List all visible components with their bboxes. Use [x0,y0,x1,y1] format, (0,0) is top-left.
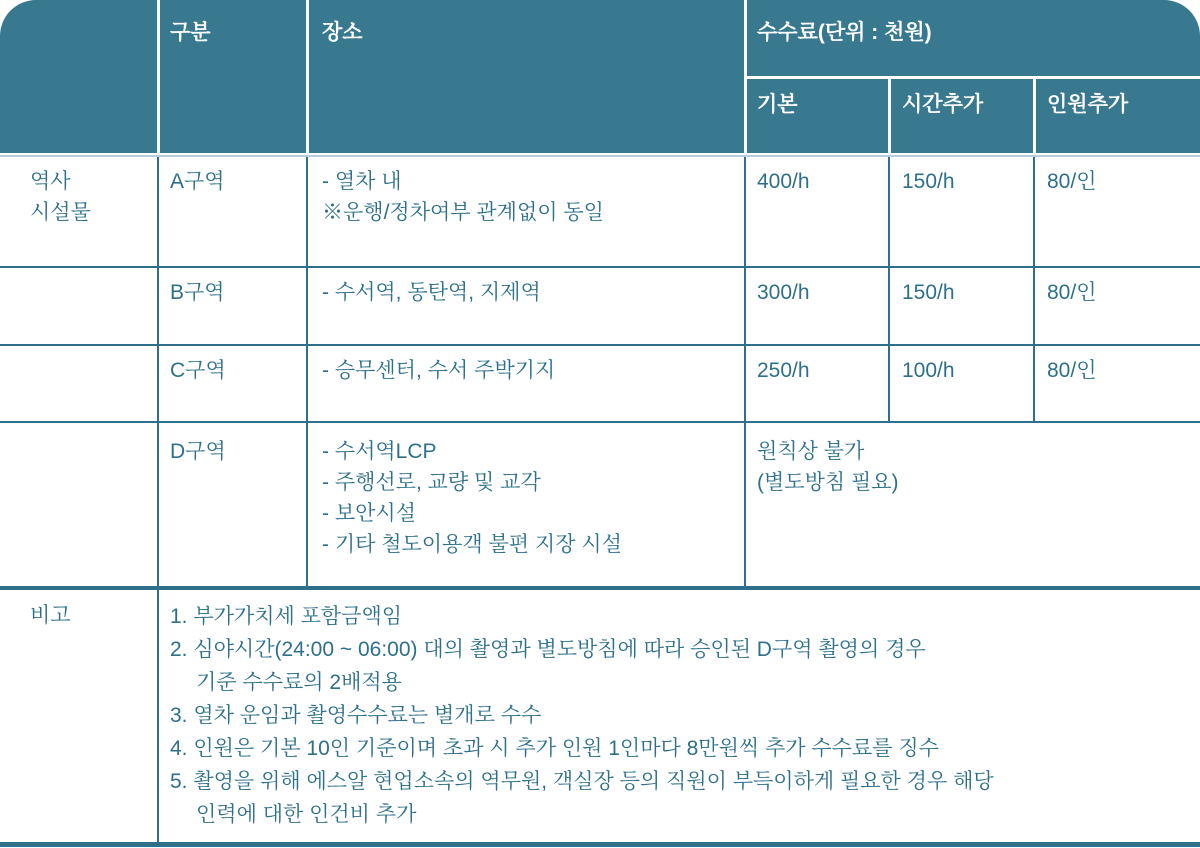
header-category: 구분 [170,21,211,44]
note-line-2-continued: 기준 수수료의 2배적용 [196,671,402,694]
row-divider [0,421,1200,423]
note-line-4: 4. 인원은 기본 10인 기준이며 초과 시 추가 인원 1인마다 8만원씩 추가 수수료를 징수 [170,737,939,760]
column-divider [157,157,159,842]
header-divider [888,79,891,153]
row-divider [0,344,1200,346]
row-a-place-line: - 열차 내 [322,170,402,193]
header-underline [0,155,1200,157]
row-b-zone: B구역 [170,281,225,304]
row-b-fee-person-add: 80/인 [1047,281,1097,304]
header-fee-person-add: 인원추가 [1047,93,1129,116]
row-divider [0,266,1200,268]
column-divider [306,157,308,586]
header-fee-group: 수수료(단위 : 천원) [757,21,932,44]
section-label-line1: 역사 [30,170,71,193]
row-a-fee-person-add: 80/인 [1047,170,1097,193]
section-label [30,166,91,228]
column-divider [1033,157,1035,421]
section-label-line2: 시설물 [30,201,91,224]
note-line-2: 2. 심야시간(24:00 ~ 06:00) 대의 촬영과 별도방침에 따라 승인된 D구역 촬영의 경우 [170,638,926,661]
note-line-5-continued: 인력에 대한 인건비 추가 [196,803,417,826]
column-divider [744,157,746,586]
row-b-place-line: - 수서역, 동탄역, 지제역 [322,281,541,304]
row-b-fee-time-add: 150/h [902,281,955,304]
row-d-place-line: - 수서역LCP [322,440,437,463]
notes-divider [0,586,1200,590]
table-header [0,0,1200,153]
row-d-fee-note-line: 원칙상 불가 [757,440,865,463]
row-d-fee-note [757,436,899,498]
row-c-place-line: - 승무센터, 수서 주박기지 [322,359,556,382]
row-b-fee-basic: 300/h [757,281,810,304]
table-bottom-border [0,842,1200,847]
column-divider [888,157,890,421]
row-d-place-line: - 기타 철도이용객 불편 지장 시설 [322,533,622,556]
row-d-fee-note-line: (별도방침 필요) [757,471,899,494]
row-d-place-line: - 주행선로, 교량 및 교각 [322,471,541,494]
row-d-zone: D구역 [170,440,226,463]
row-a-places [322,166,604,228]
header-divider [157,0,160,153]
row-d-places [322,436,622,560]
row-a-fee-time-add: 150/h [902,170,955,193]
row-c-fee-time-add: 100/h [902,359,955,382]
header-divider [306,0,309,153]
row-a-zone: A구역 [170,170,225,193]
row-a-place-line: ※운행/정차여부 관계없이 동일 [322,201,604,224]
row-c-zone: C구역 [170,359,226,382]
header-fee-basic: 기본 [757,93,798,116]
note-line-5: 5. 촬영을 위해 에스알 현업소속의 역무원, 객실장 등의 직원이 부득이하게 필요한 경우 해당 [170,770,994,793]
header-fee-time-add: 시간추가 [902,93,984,116]
note-line-3: 3. 열차 운임과 촬영수수료는 별개로 수수 [170,704,542,727]
row-d-place-line: - 보안시설 [322,502,416,525]
header-sub-divider [744,76,1200,79]
row-a-fee-basic: 400/h [757,170,810,193]
row-c-fee-basic: 250/h [757,359,810,382]
notes-label: 비고 [30,604,71,627]
note-line-1: 1. 부가가치세 포함금액임 [170,605,403,628]
notes-list [170,600,994,831]
row-c-fee-person-add: 80/인 [1047,359,1097,382]
header-place: 장소 [322,21,363,44]
header-divider [1033,79,1036,153]
